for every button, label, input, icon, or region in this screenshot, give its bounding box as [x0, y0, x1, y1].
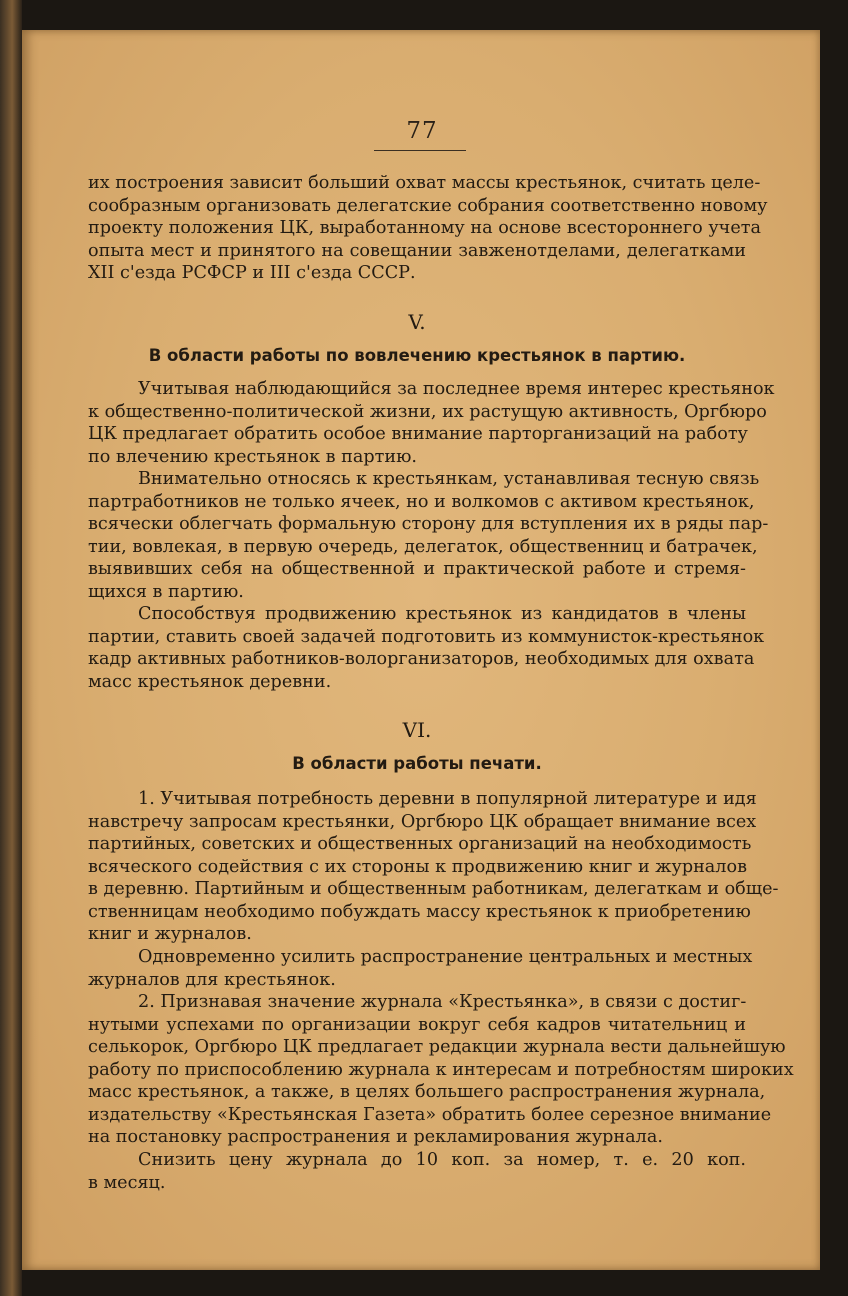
text-line: Учитывая наблюдающийся за последнее время интерес крестьянок: [138, 379, 775, 399]
text-line: работу по приспособлению журнала к интересам и потребностям широких: [88, 1059, 794, 1080]
text-line: всяческого содействия с их стороны к продвижению книг и журналов: [88, 856, 747, 877]
page-number-rule: [374, 150, 466, 151]
text-line: журналов для крестьянок.: [88, 969, 336, 990]
book-spine: [0, 0, 22, 1296]
text-line: ЦК предлагает обратить особое внимание парторганизаций на работу: [88, 424, 748, 444]
text-line: проекту положения ЦК, выработанному на основе всестороннего учета: [88, 218, 761, 238]
text-line: в деревню. Партийным и общественным работникам, делегаткам и обще-: [88, 879, 779, 899]
page-number: 77: [406, 118, 438, 144]
text-line: XII с'езда РСФСР и III с'езда СССР.: [88, 263, 416, 283]
intro-paragraph: [88, 172, 768, 285]
text-line: по влечению крестьянок в партию.: [88, 446, 417, 467]
text-line: ственницам необходимо побуждать массу крестьянок к приобретению: [88, 901, 751, 922]
text-line: масс крестьянок, а также, в целях большего распространения журнала,: [88, 1082, 766, 1102]
text-line: книг и журналов.: [88, 924, 252, 944]
text-line: Снизить цену журнала до 10 коп. за номер, т. е. 20 коп.: [138, 1150, 746, 1170]
section-vi-heading: В области работы печати.: [292, 754, 542, 773]
text-line: щихся в партию.: [88, 581, 244, 602]
section-v-numeral: V.: [408, 310, 426, 334]
text-line: партийных, советских и общественных организаций на необходимость: [88, 834, 752, 854]
text-line: всячески облегчать формальную сторону для вступления их в ряды пар-: [88, 514, 769, 534]
text-line: партработников не только ячеек, но и волкомов с активом крестьянок,: [88, 491, 755, 512]
text-line: нутыми успехами по организации вокруг себя кадров читательниц и: [88, 1014, 746, 1035]
text-line: в месяц.: [88, 1172, 166, 1193]
text-line: Одновременно усилить распространение центральных и местных: [138, 947, 753, 967]
text-line: сообразным организовать делегатские собрания соответственно новому: [88, 195, 768, 216]
document-page: [22, 30, 820, 1270]
section-vi-paragraph-2: [88, 946, 753, 991]
text-line: выявивших себя на общественной и практической работе и стремя-: [88, 559, 746, 579]
text-line: навстречу запросам крестьянки, Оргбюро ЦК обращает внимание всех: [88, 811, 757, 832]
section-vi-paragraph-3: [88, 991, 794, 1149]
text-line: тии, вовлекая, в первую очередь, делегаток, общественниц и батрачек,: [88, 536, 758, 557]
text-line: издательству «Крестьянская Газета» обратить более серезное внимание: [88, 1104, 772, 1125]
text-line: партии, ставить своей задачей подготовить из коммунисток-крестьянок: [88, 626, 765, 647]
text-line: масс крестьянок деревни.: [88, 671, 332, 692]
text-line: к общественно-политической жизни, их растущую активность, Оргбюро: [88, 401, 767, 422]
section-vi-paragraph-4: [88, 1149, 746, 1194]
section-v-paragraph-2: [88, 468, 769, 603]
text-line: кадр активных работников-волорганизаторов, необходимых для охвата: [88, 649, 755, 669]
text-line: 2. Признавая значение журнала «Крестьянка», в связи с достиг-: [138, 992, 747, 1012]
text-line: Способствуя продвижению крестьянок из кандидатов в члены: [138, 604, 746, 624]
section-v-paragraph-1: [88, 378, 775, 468]
section-v-heading: В области работы по вовлечению крестьянок в партию.: [148, 346, 686, 365]
text-line: опыта мест и принятого на совещании завженотделами, делегатками: [88, 240, 746, 261]
text-line: Внимательно относясь к крестьянкам, устанавливая тесную связь: [138, 469, 760, 489]
text-line: на постановку распространения и рекламирования журнала.: [88, 1127, 663, 1147]
text-line: селькорок, Оргбюро ЦК предлагает редакции журнала вести дальнейшую: [88, 1037, 786, 1057]
text-line: их построения зависит больший охват массы крестьянок, считать целе-: [88, 173, 761, 193]
section-v-paragraph-3: [88, 603, 765, 693]
text-line: 1. Учитывая потребность деревни в популярной литературе и идя: [138, 789, 757, 809]
section-vi-paragraph-1: [88, 788, 779, 946]
section-vi-numeral: VI.: [402, 718, 432, 742]
